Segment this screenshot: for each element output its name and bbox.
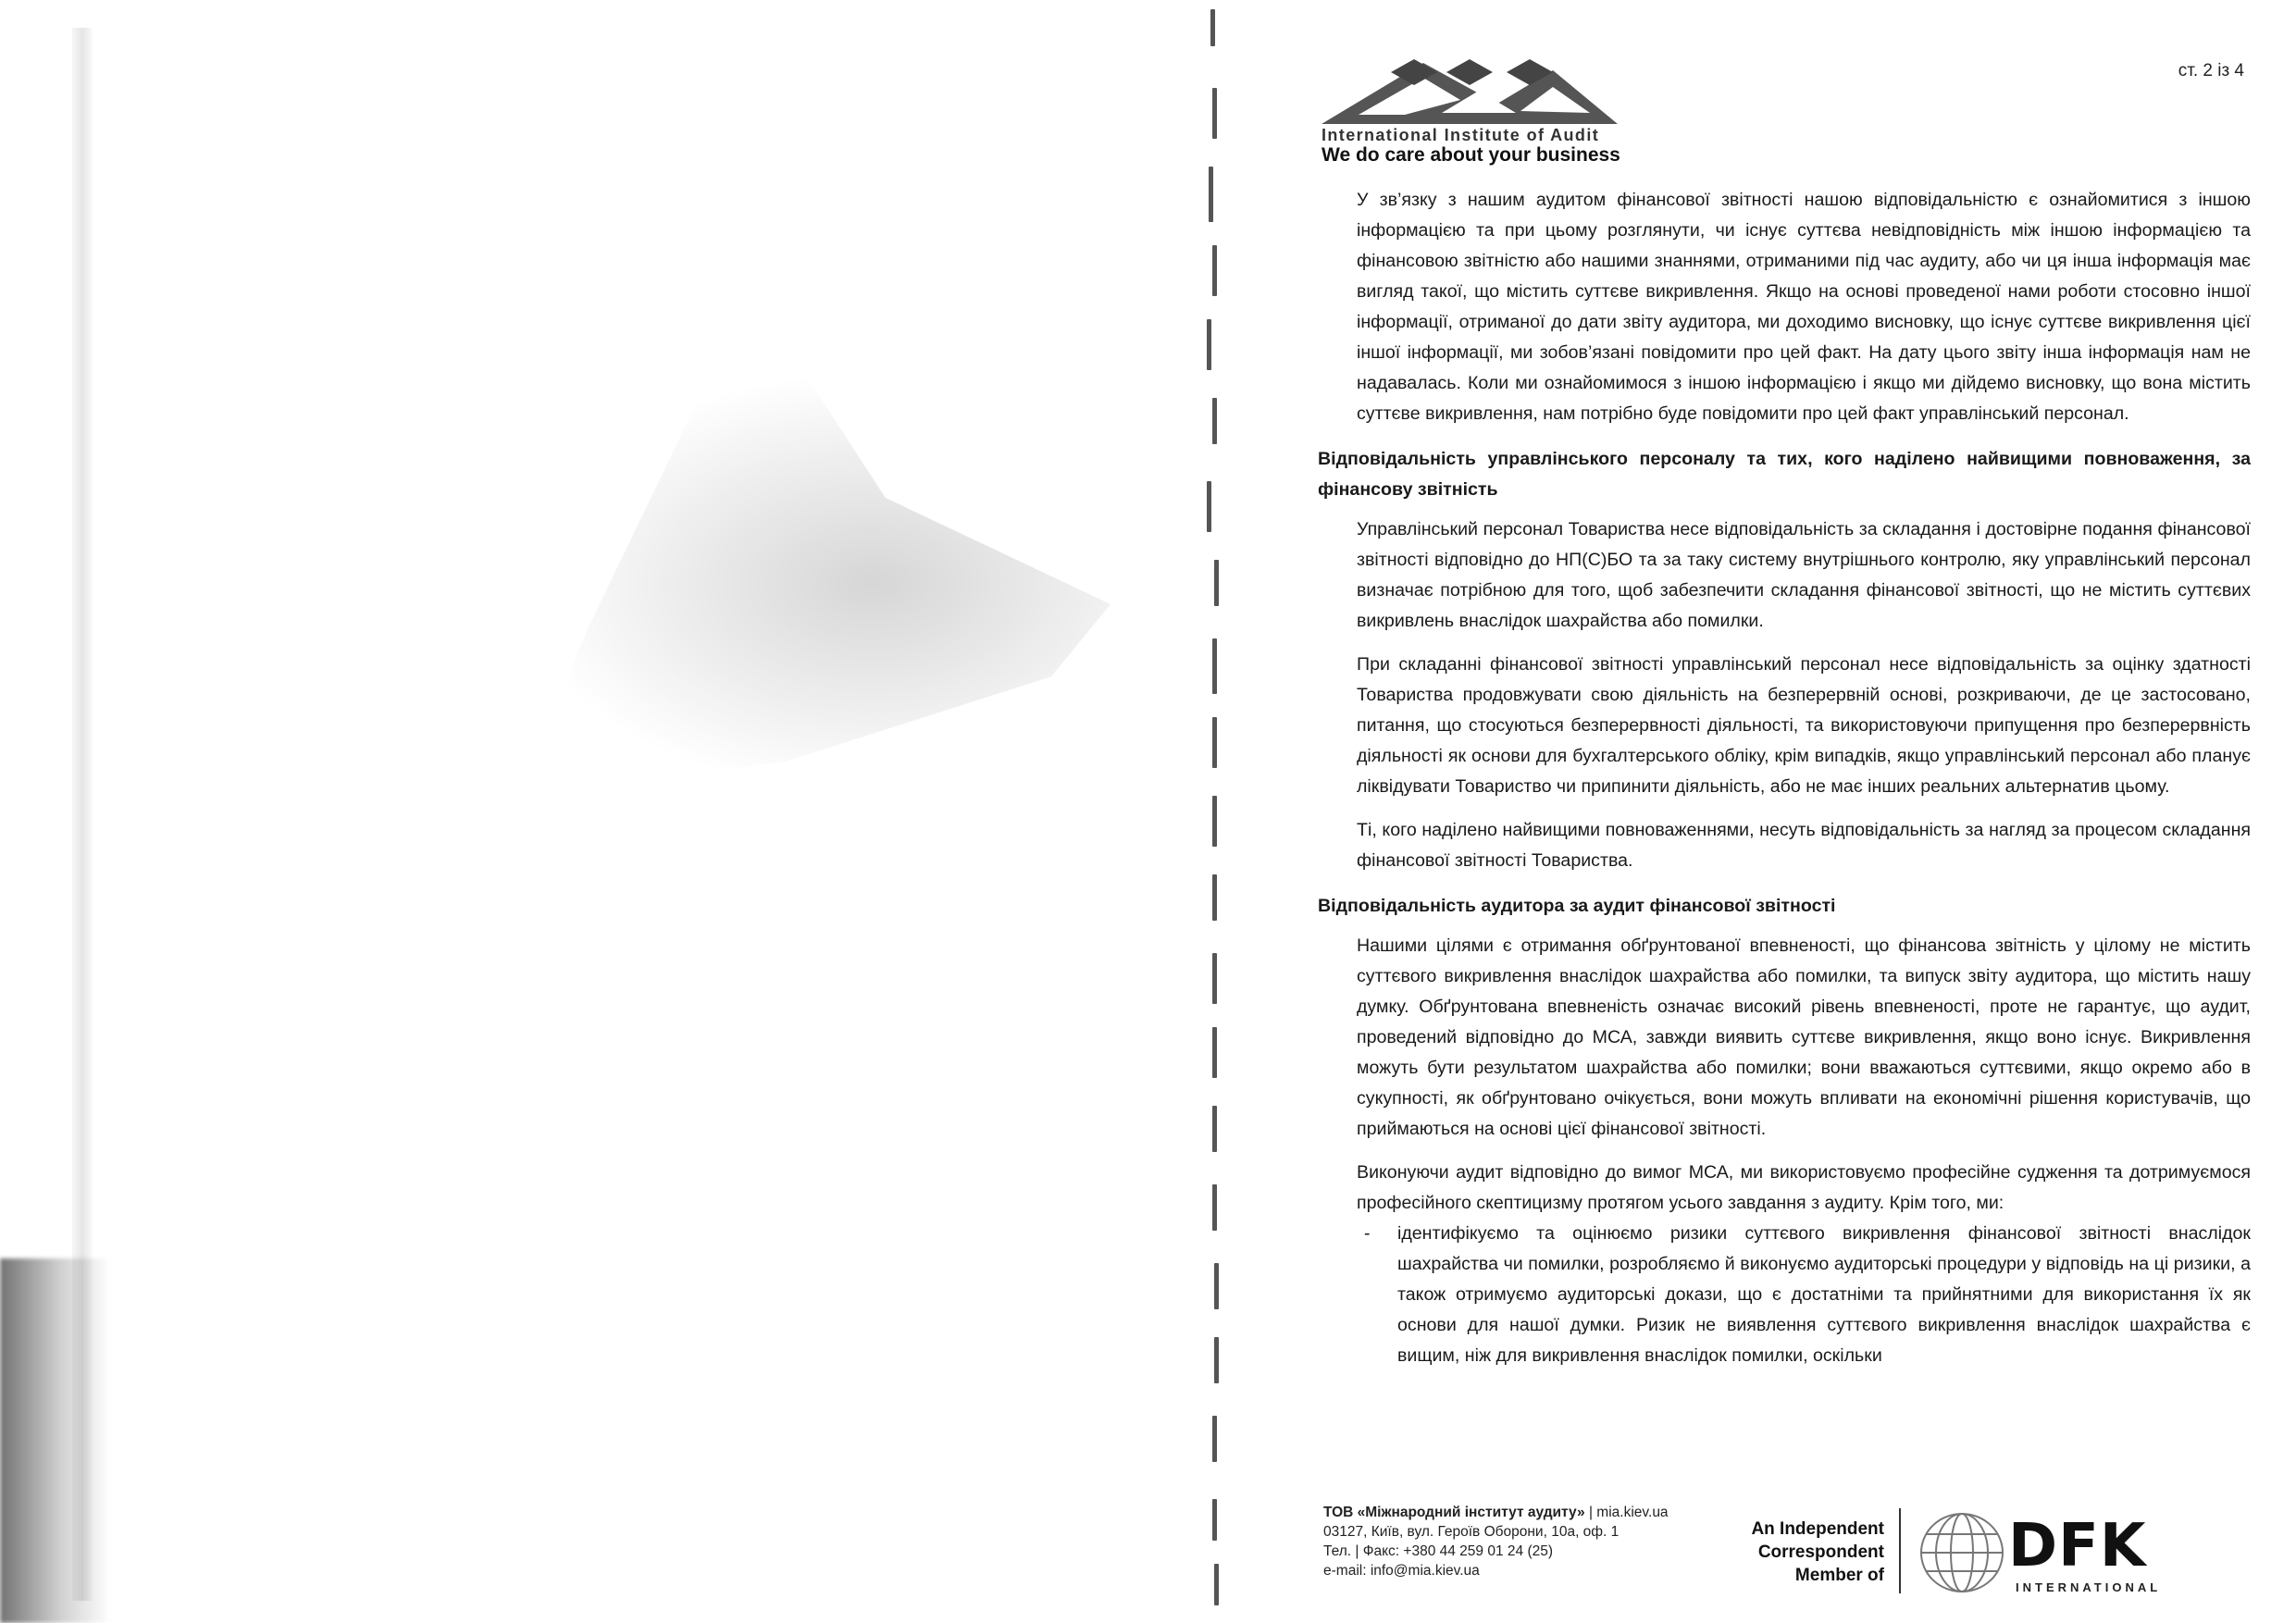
- bleed-through-ghost: [518, 370, 1111, 796]
- scan-corner-shadow: [0, 1258, 111, 1623]
- paragraph: При складанні фінансової звітності управлінський персонал несе відповідальність за оцінку здатності Товариства продовжувати свою діяльність на безперервній основі, розкриваючи, де це застосовано, питання, що стосуються безперервності діяльності, та використовуючи припущення про безперервність діяльності як основи для бухгалтерського обліку, крім випадків, якщо управлінський персонал або планує ліквідувати Товариство чи припинити діяльність, або не має інших реальних альтернатив цьому.: [1357, 654, 2251, 797]
- footer-contacts: [1323, 1503, 1669, 1580]
- bullet-list: [1277, 1219, 2251, 1371]
- document-page: [1277, 0, 2296, 1623]
- list-item: - ідентифікуємо та оцінюємо ризики суттєвого викривлення фінансової звітності внаслідок шахрайства чи помилки, розробляємо й виконуємо аудиторські процедури у відповідь на ці ризики, а також отримуємо аудиторські докази, що є достатніми та прийнятними для використання їх як основи для нашої думки. Ризик не виявлення суттєвого викривлення внаслідок шахрайства є вищим, ніж для викривлення внаслідок помилки, оскільки: [1397, 1219, 2251, 1371]
- section-heading: Відповідальність аудитора за аудит фінансової звітності: [1318, 896, 1836, 916]
- member-line: An Independent: [1751, 1519, 1884, 1539]
- member-line: Correspondent: [1757, 1542, 1884, 1562]
- footer-address: 03127, Київ, вул. Героїв Оборони, 10а, оф. 1: [1323, 1524, 1620, 1540]
- dfk-logo: [1916, 1508, 2175, 1601]
- spiral-binding: [1185, 0, 1259, 1623]
- member-line: Member of: [1794, 1566, 1884, 1585]
- footer-site: | mia.kiev.ua: [1584, 1505, 1669, 1520]
- section-heading: Відповідальність управлінського персоналу та тих, кого наділено найвищими повноваження, за фінансову звітність: [1318, 449, 2251, 500]
- paragraph: Управлінський персонал Товариства несе відповідальність за складання і достовірне подання фінансової звітності відповідно до НП(С)БО та за таку систему внутрішнього контролю, яку управлінський персонал визначає потрібною для того, щоб забезпечити складання фінансової звітності, що не містить суттєвих викривлень внаслідок шахрайства або помилки.: [1357, 519, 2251, 631]
- company-logo: [1322, 57, 1655, 126]
- membership-note: [1721, 1518, 1884, 1587]
- footer-phone: Тел. | Факс: +380 44 259 01 24 (25): [1323, 1543, 1554, 1559]
- page-number: ст. 2 із 4: [2178, 61, 2244, 81]
- paragraph: Виконуючи аудит відповідно до вимог МСА, ми використовуємо професійне судження та дотримуємося професійного скептицизму протягом усього завдання з аудиту. Крім того, ми:: [1357, 1162, 2251, 1213]
- logo-line1: International Institute of Audit: [1322, 126, 1600, 144]
- dfk-wordmark: DFK: [2008, 1512, 2147, 1580]
- footer-email: e-mail: info@mia.kiev.ua: [1323, 1563, 1480, 1579]
- paragraph: Ті, кого наділено найвищими повноваженнями, несуть відповідальність за нагляд за процесом складання фінансової звітності Товариства.: [1357, 820, 2251, 871]
- logo-tagline: We do care about your business: [1322, 144, 1620, 166]
- paragraph: Нашими цілями є отримання обґрунтованої впевненості, що фінансова звітність у цілому не містить суттєвого викривлення внаслідок шахрайства або помилки, та випуск звіту аудитора, що містить нашу думку. Обґрунтована впевненість означає високий рівень впевненості, проте не гарантує, що аудит, проведений відповідно до МСА, завжди виявить суттєве викривлення, якщо воно існує. Викривлення можуть бути результатом шахрайства або помилки; вони вважаються суттєвими, якщо окремо або в сукупності, як обґрунтовано очікується, вони можуть впливати на економічні рішення користувачів, що приймаються на основі цієї фінансової звітності.: [1357, 935, 2251, 1139]
- footer-company: ТОВ «Міжнародний інститут аудиту»: [1323, 1505, 1585, 1520]
- document-body: [1277, 185, 2251, 1371]
- footer-divider: [1899, 1508, 1901, 1593]
- dfk-subtitle: INTERNATIONAL: [2016, 1580, 2162, 1594]
- paragraph: У зв’язку з нашим аудитом фінансової звітності нашою відповідальністю є ознайомитися з іншою інформацією та при цьому розглянути, чи існує суттєва невідповідність між іншою інформацією та фінансовою звітністю або нашими знаннями, отриманими під час аудиту, або чи ця інша інформація має вигляд такої, що містить суттєве викривлення. Якщо на основі проведеної нами роботи стосовно іншої інформації, отриманої до дати звіту аудитора, ми доходимо висновку, що існує суттєве викривлення цієї іншої інформації, ми зобов’язані повідомити про цей факт. На дату цього звіту інша інформація нам не надавалась. Коли ми ознайомимося з іншою інформацією і якщо ми дійдемо висновку, що вона містить суттєве викривлення, нам потрібно буде повідомити про цей факт управлінський персонал.: [1357, 190, 2251, 424]
- globe-icon: [1916, 1508, 2008, 1597]
